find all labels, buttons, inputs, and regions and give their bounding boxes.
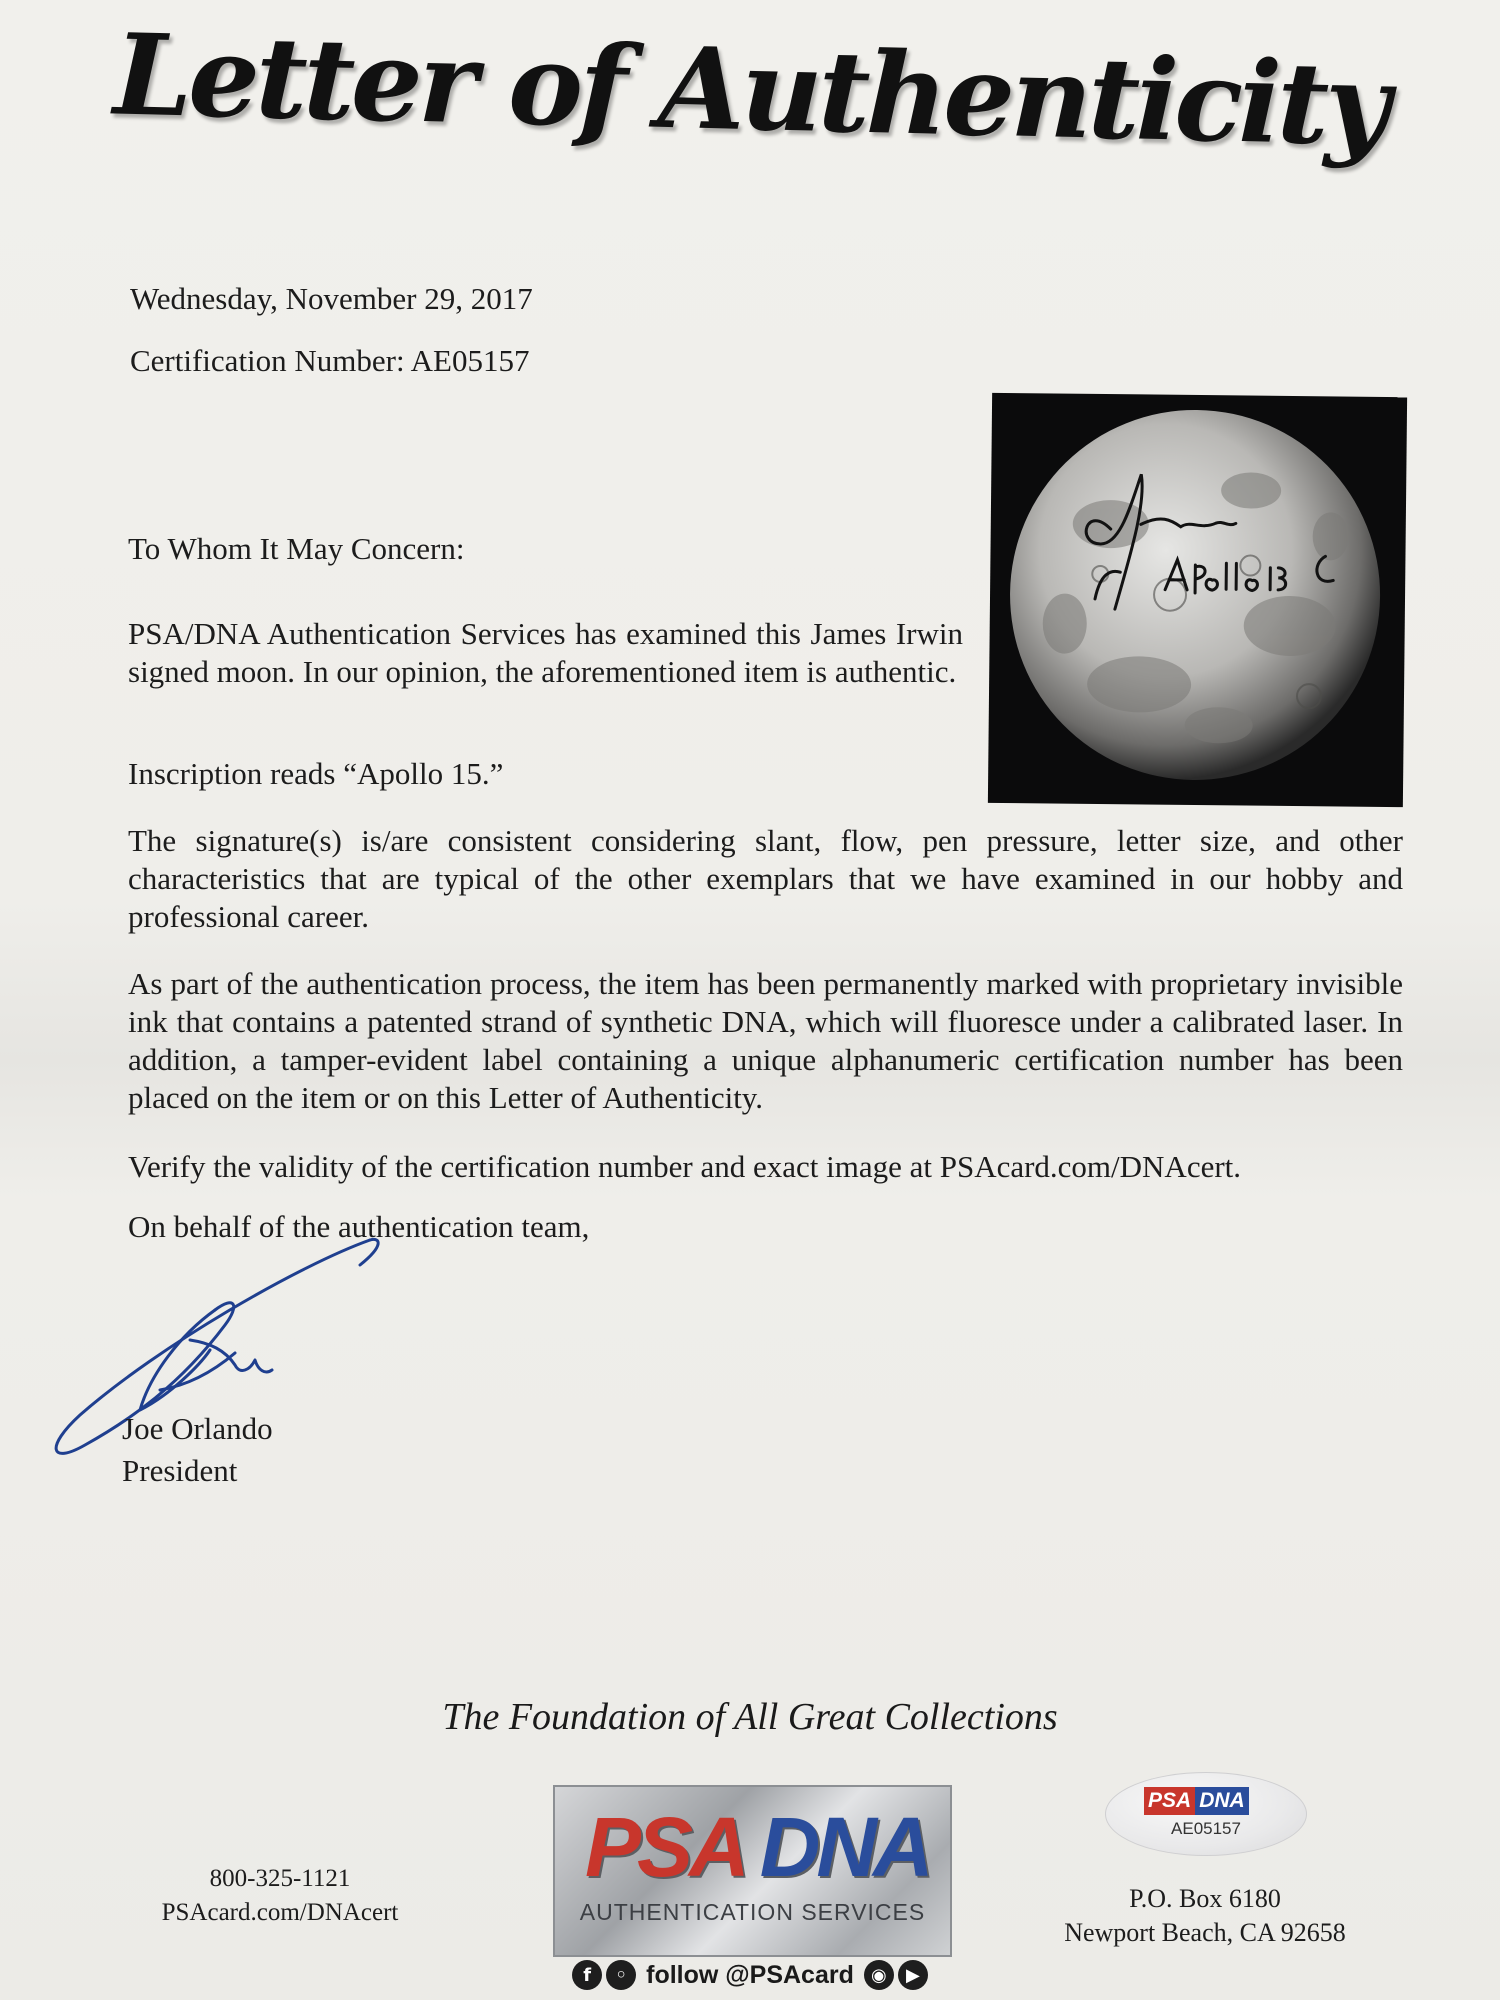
letter-date: Wednesday, November 29, 2017 (130, 281, 533, 316)
certification-number: Certification Number: AE05157 (130, 343, 530, 378)
logo-psa-text: PSA (585, 1800, 746, 1894)
contact-info (130, 1862, 430, 1930)
social-handle: follow @PSAcard (646, 1960, 854, 1989)
website-url: PSAcard.com/DNAcert (161, 1899, 399, 1926)
paragraph-authentication-process: As part of the authentication process, the item has been permanently marked with proprietary invisible ink that contains a patented strand of synthetic DNA, which will fluoresce under a calibrated laser. In addition, a tamper-evident label containing a unique alphanumeric certification number has been placed on the item or on this Letter of Authenticity. (128, 966, 1403, 1115)
youtube-icon: ▶ (898, 1960, 928, 1990)
letter-title: Letter of Authenticity (112, 9, 1388, 172)
salutation: To Whom It May Concern: (128, 531, 465, 566)
phone-number: 800-325-1121 (209, 1865, 351, 1892)
signer-name: Joe Orlando (122, 1411, 273, 1446)
moon-photo (988, 393, 1407, 807)
mailing-address (1040, 1882, 1370, 1950)
paragraph-signature-consistency: The signature(s) is/are consistent considering slant, flow, pen pressure, letter size, and other characteristics that are typical of the other exemplars that we have examined in our hobby and professional career. (128, 823, 1403, 934)
signer-title: President (122, 1453, 238, 1488)
signed-moon-image (988, 393, 1407, 807)
instagram-icon: ◉ (864, 1960, 894, 1990)
logo-dna-text: DNA (759, 1800, 930, 1894)
address-line-2: Newport Beach, CA 92658 (1064, 1918, 1346, 1947)
psa-dna-logo (553, 1785, 952, 1957)
signer-block (122, 1408, 273, 1492)
address-line-1: P.O. Box 6180 (1129, 1884, 1281, 1913)
twitter-icon: ◦ (606, 1960, 636, 1990)
paragraph-closing: On behalf of the authentication team, (128, 1209, 590, 1244)
paragraph-inscription: Inscription reads “Apollo 15.” (128, 756, 504, 791)
facebook-icon: f (572, 1960, 602, 1990)
paragraph-verify: Verify the validity of the certification number and exact image at PSAcard.com/DNAcert. (128, 1149, 1242, 1184)
tagline: The Foundation of All Great Collections (442, 1696, 1058, 1738)
hologram-sticker (1105, 1772, 1307, 1856)
paragraph-examined: PSA/DNA Authentication Services has examined this James Irwin signed moon. In our opinion, the aforementioned item is authentic. (128, 616, 963, 689)
sticker-cert-number: AE05157 (1171, 1819, 1241, 1838)
sticker-dna-text: DNA (1195, 1787, 1249, 1815)
logo-subtitle: AUTHENTICATION SERVICES (579, 1899, 926, 1925)
sticker-psa-text: PSA (1144, 1787, 1195, 1815)
social-follow (560, 1955, 940, 1995)
